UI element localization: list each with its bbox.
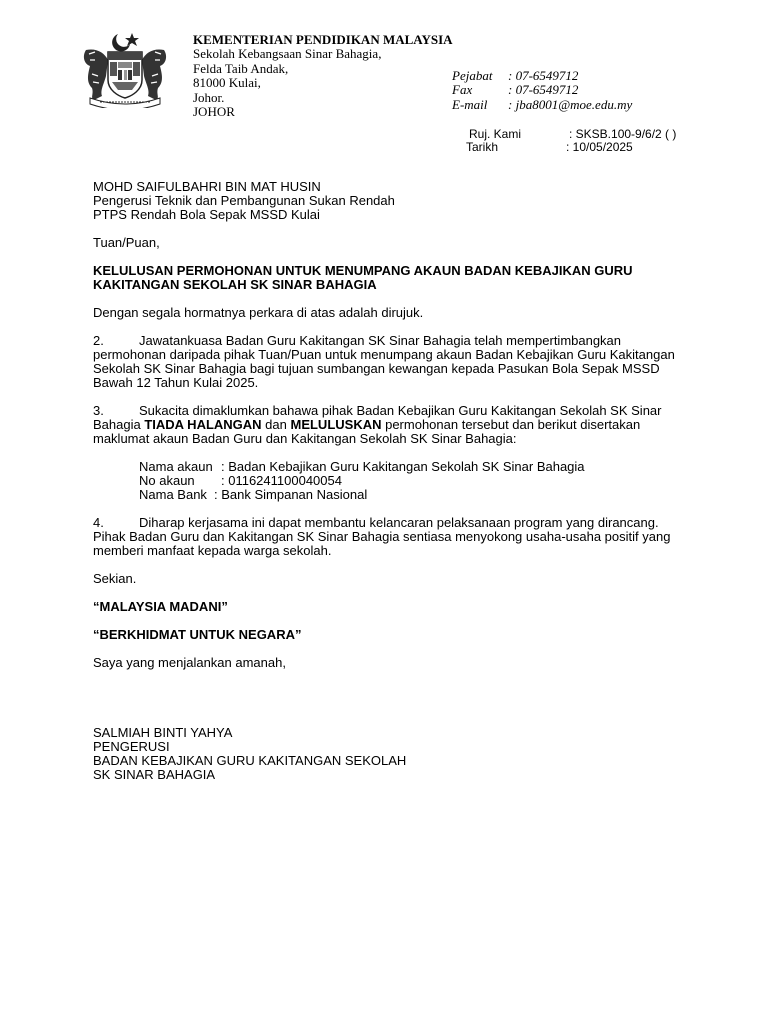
emphasis-text: MELULUSKAN: [290, 417, 382, 432]
signatory-title: PENGERUSI: [93, 739, 170, 754]
salutation: Tuan/Puan,: [93, 235, 160, 250]
bank-name-label: Nama Bank: [139, 487, 207, 502]
phone-value: : 07-6549712: [508, 68, 579, 83]
address-line: JOHOR: [193, 104, 235, 120]
date-label: Tarikh: [466, 140, 499, 154]
account-name-label: Nama akaun: [139, 459, 213, 474]
subject-heading: KELULUSAN PERMOHONAN UNTUK MENUMPANG AKAUN BADAN KEBAJIKAN GURU KAKITANGAN SEKOLAH SK SINAR BAHAGIA: [93, 263, 633, 292]
emphasis-text: TIADA HALANGAN: [144, 417, 262, 432]
signatory-name: SALMIAH BINTI YAHYA: [93, 725, 233, 740]
address-line: Felda Taib Andak,: [193, 60, 289, 76]
fax-value: : 07-6549712: [508, 82, 579, 98]
address-line: 81000 Kulai,: [193, 75, 261, 91]
signatory-org: SK SINAR BAHAGIA: [93, 767, 216, 782]
ministry-name: KEMENTERIAN PENDIDIKAN MALAYSIA: [193, 32, 453, 47]
address-line: Sekolah Kebangsaan Sinar Bahagia,: [193, 46, 382, 62]
paragraph-number: 2.: [93, 333, 104, 348]
motto-berkhidmat: “BERKHIDMAT UNTUK NEGARA”: [93, 627, 302, 642]
sign-off: Saya yang menjalankan amanah,: [93, 655, 286, 670]
paragraph-3: 3. Sukacita dimaklumkan bahawa pihak Badan Kebajikan Guru Kakitangan Sekolah SK Sinar Bahagia TIADA HALANGAN dan MELULUSKAN permohonan tersebut dan berikut disertakan maklumat akaun Badan Guru dan Kakitangan Sekolah SK Sinar Bahagia:: [93, 403, 662, 446]
recipient-line: Pengerusi Teknik dan Pembangunan Sukan Rendah: [93, 193, 395, 208]
account-details: [93, 460, 683, 502]
ref-value: : SKSB.100-9/6/2 ( ): [569, 127, 677, 141]
ref-label: Ruj. Kami: [469, 127, 522, 141]
signatory-org: BADAN KEBAJIKAN GURU KAKITANGAN SEKOLAH: [93, 753, 407, 768]
account-no-value: : 0116241100040054: [221, 473, 342, 488]
phone-label: Pejabat: [452, 68, 493, 83]
address-line: Johor.: [193, 89, 225, 105]
email-label: E-mail: [452, 96, 488, 112]
letter-body: [93, 180, 683, 782]
email-value: : jba8001@moe.edu.my: [508, 96, 633, 112]
contact-block: [452, 69, 632, 112]
paragraph-number: 3.: [93, 403, 104, 418]
fax-label: Fax: [452, 82, 473, 98]
motto-madani: “MALAYSIA MADANI”: [93, 599, 228, 614]
paragraph-2: 2. Jawatankuasa Badan Guru Kakitangan SK Sinar Bahagia telah mempertimbangkan permohonan daripada pihak Tuan/Puan untuk menumpang akaun Badan Kebajikan Guru Kakitangan Sekolah SK Sinar Bahagia bagi tujuan sumbangan kewangan kepada Pasukan Bola Sepak MSSD Bawah 12 Tahun Kulai 2025.: [93, 333, 675, 390]
closing: Sekian.: [93, 571, 137, 586]
recipient-line: PTPS Rendah Bola Sepak MSSD Kulai: [93, 207, 320, 222]
paragraph-number: 4.: [93, 515, 104, 530]
account-no-label: No akaun: [139, 473, 195, 488]
opening-line: Dengan segala hormatnya perkara di atas adalah dirujuk.: [93, 305, 424, 320]
paragraph-4: 4. Diharap kerjasama ini dapat membantu kelancaran pelaksanaan program yang dirancang. Pihak Badan Guru dan Kakitangan SK Sinar Bahagia sentiasa menyokong usaha-usaha positif yang memberi manfaat kepada warga sekolah.: [93, 515, 671, 558]
bank-name-value: : Bank Simpanan Nasional: [214, 487, 368, 502]
school-header: [193, 33, 453, 119]
account-name-value: : Badan Kebajikan Guru Kakitangan Sekolah SK Sinar Bahagia: [221, 459, 585, 474]
malaysia-coat-of-arms-icon: [80, 30, 170, 108]
recipient-name: MOHD SAIFULBAHRI BIN MAT HUSIN: [93, 179, 321, 194]
date-value: : 10/05/2025: [566, 140, 633, 154]
reference-block: [466, 128, 676, 154]
